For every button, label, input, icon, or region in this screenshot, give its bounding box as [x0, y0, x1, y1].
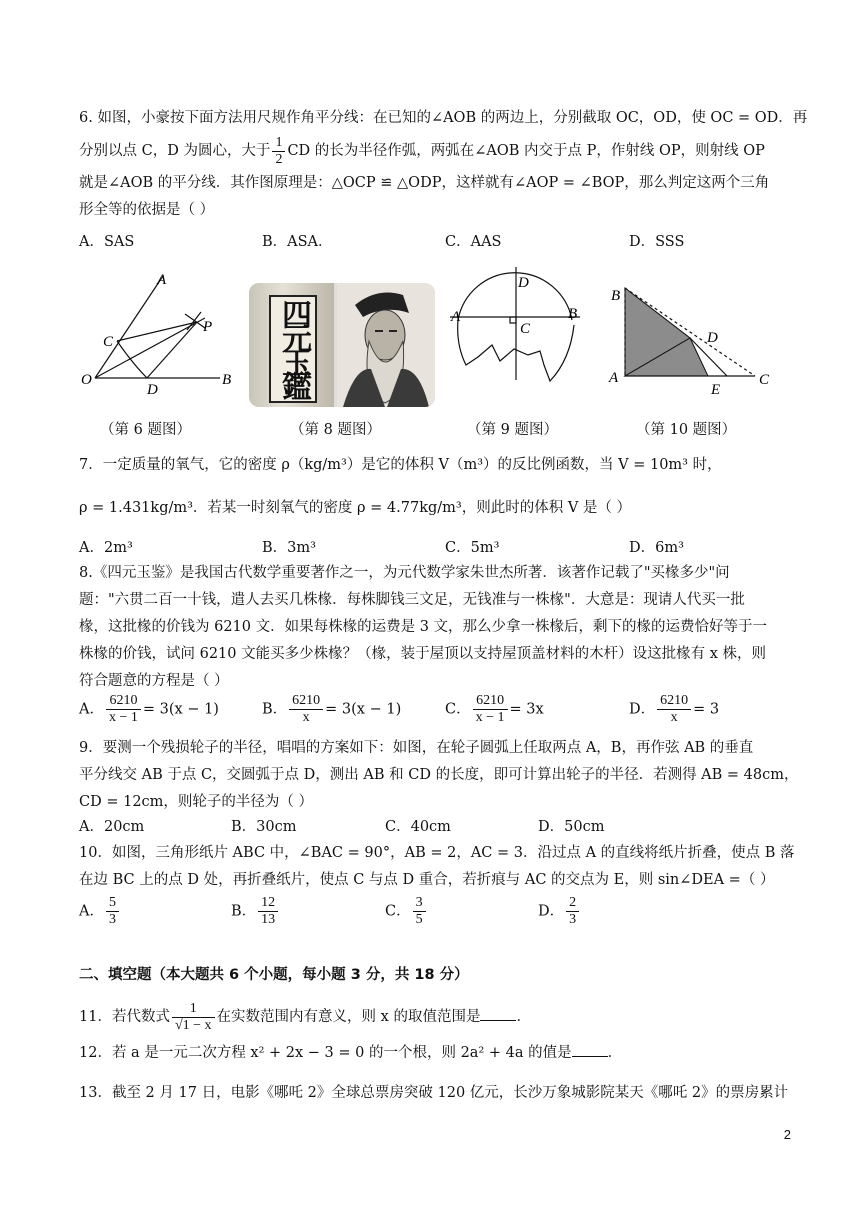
figure-6-angle-bisector: [75, 268, 240, 398]
fig6-label-b: B: [222, 372, 232, 388]
q9-line-2: 平分线交 AB 于点 C，交圆弧于点 D，测出 AB 和 CD 的长度，即可计算出轮子的半径．若测得 AB = 48cm，: [79, 767, 799, 783]
caption-fig-10: （第 10 题图）: [636, 422, 737, 438]
q8-line-5: 符合题意的方程是（ ）: [79, 673, 229, 689]
q7-options: [79, 536, 794, 562]
q6-options: [79, 230, 794, 256]
q7-option-c: C．5m³: [445, 540, 500, 556]
book-cover: [249, 283, 334, 407]
fig10-label-b: B: [611, 288, 621, 304]
q9-line-1: 9．要测一个残损轮子的半径，唱唱的方案如下：如图，在轮子圆弧上任取两点 A，B，再作弦 AB 的垂直: [79, 740, 754, 756]
q9-line-3: CD = 12cm，则轮子的半径为（ ）: [79, 794, 314, 810]
fig9-label-d: D: [518, 275, 529, 291]
q10-options: [79, 895, 794, 935]
figure-8-book-and-portrait: [249, 283, 435, 407]
q7-line-2: ρ = 1.431kg/m³．若某一时刻氧气的密度 ρ = 4.77kg/m³，则此时的体积 V 是（ ）: [79, 500, 632, 516]
caption-fig-8: （第 8 题图）: [290, 422, 381, 438]
q13-line-1: 13．截至 2 月 17 日，电影《哪吒 2》全球总票房突破 120 亿元，长沙万象城影院某天《哪吒 2》的票房累计: [79, 1085, 789, 1101]
fig9-label-c: C: [520, 321, 531, 337]
question-13: [79, 1080, 794, 1107]
q6-option-a: A．SAS: [79, 234, 135, 250]
q9-option-b: B．30cm: [231, 819, 297, 835]
q6-line-2a: 分别以点 C，D 为圆心，大于: [79, 143, 271, 159]
q8-line-4: 株椽的价钱，试问 6210 文能买多少株椽？（椽，装于屋顶以支持屋顶盖材料的木杆）设这批椽有 x 株，则: [79, 646, 767, 662]
q6-option-d: D．SSS: [629, 234, 685, 250]
fig6-label-a: A: [157, 272, 167, 288]
q6-line-3: 就是∠AOB 的平分线．其作图原理是：△OCP ≌ △ODP，这样就有∠AOP = ∠BOP，那么判定这两个三角: [79, 175, 770, 191]
q8-line-1: 8.《四元玉鉴》是我国古代数学重要著作之一，为元代数学家朱世杰所著．该著作记载了"买椽多少"问: [79, 565, 730, 581]
question-8: [79, 560, 794, 695]
q8-option-c: C． $\frac{6210}{x - 1}$ = 3x: [445, 693, 544, 725]
q7-option-d: D．6m³: [629, 540, 684, 556]
q9-option-a: A．20cm: [79, 819, 145, 835]
figure-9-broken-wheel: [448, 265, 583, 385]
fig10-label-a: A: [609, 370, 619, 386]
q11-text-b: 在实数范围内有意义，则 x 的取值范围是: [216, 1009, 481, 1025]
q8-option-d: D． $\frac{6210}{x}$ = 3: [629, 693, 720, 725]
q9-option-c: C．40cm: [385, 819, 451, 835]
q6-line-4: 形全等的依据是（ ）: [79, 202, 215, 218]
fig6-label-o: O: [81, 372, 92, 388]
fig10-label-e: E: [711, 382, 721, 396]
q6-line-2b: CD 的长为半径作弧，两弧在∠AOB 内交于点 P，作射线 OP，则射线 OP: [287, 143, 765, 159]
question-12: 12．若 a 是一元二次方程 x² + 2x − 3 = 0 的一个根，则 2a² + 4a 的值是 ．: [79, 1040, 794, 1067]
fig6-label-d: D: [147, 382, 158, 398]
q6-fraction: $\frac{1}{2}$: [272, 135, 285, 168]
q10-option-d: D． $\frac{2}{3}$: [538, 895, 581, 928]
question-6: [79, 105, 808, 224]
q8-options: [79, 693, 794, 733]
caption-fig-6: （第 6 题图）: [100, 422, 191, 438]
q7-line-1: 7．一定质量的氧气，它的密度 ρ（kg/m³）是它的体积 V（m³）的反比例函数，当 V = 10m³ 时，: [79, 457, 722, 473]
q6-line-2: [79, 132, 794, 170]
book-title-frame: [269, 295, 317, 403]
q10-line-2: 在边 BC 上的点 D 处，再折叠纸片，使点 C 与点 D 重合，若折痕与 AC 的交点为 E，则 sin∠DEA =（ ）: [79, 872, 775, 888]
q9-options: [79, 815, 794, 841]
question-7: [79, 452, 794, 522]
q11-fraction: $\frac{1}{√1 - x}$: [172, 1001, 215, 1034]
q7-option-b: B．3m³: [262, 540, 316, 556]
q8-option-b: B． $\frac{6210}{x}$ = 3(x − 1): [262, 693, 402, 725]
q11-text-a: 11．若代数式: [79, 1009, 170, 1025]
fig10-label-d: D: [707, 330, 718, 346]
section-2-heading: 二、填空题（本大题共 6 个小题，每小题 3 分，共 18 分）: [79, 967, 469, 983]
portrait-drawing: [337, 283, 435, 407]
q11-answer-blank[interactable]: [480, 1006, 516, 1021]
q12-answer-blank[interactable]: [572, 1042, 608, 1057]
fig6-label-p: P: [203, 319, 213, 335]
q12-text: 12．若 a 是一元二次方程 x² + 2x − 3 = 0 的一个根，则 2a² + 4a 的值是: [79, 1045, 572, 1061]
fig10-label-c: C: [759, 372, 770, 388]
q9-option-d: D．50cm: [538, 819, 605, 835]
fig6-label-c: C: [103, 334, 114, 350]
question-10: [79, 840, 794, 894]
q8-line-2: 题："六贯二百一十钱，遣人去买几株椽．每株脚钱三文足，无钱准与一株椽"．大意是：现请人代买一批: [79, 592, 745, 608]
q6-line-1: 6. 如图，小豪按下面方法用尺规作角平分线：在已知的∠AOB 的两边上，分别截取 OC，OD，使 OC = OD．再: [79, 110, 808, 126]
figure-10-folded-triangle: [605, 278, 775, 396]
q8-line-3: 椽，这批椽的价钱为 6210 文．如果每株椽的运费是 3 文，那么少拿一株椽后，剩下的椽的运费恰好等于一: [79, 619, 768, 635]
q6-option-c: C．AAS: [445, 234, 502, 250]
q10-option-c: C． $\frac{3}{5}$: [385, 895, 428, 928]
portrait: [337, 283, 435, 407]
question-9: [79, 735, 799, 816]
caption-fig-9: （第 9 题图）: [467, 422, 558, 438]
q10-option-a: A． $\frac{5}{3}$: [79, 895, 121, 928]
q8-option-a: A． $\frac{6210}{x - 1}$ = 3(x − 1): [79, 693, 219, 725]
fig9-label-b: B: [568, 306, 578, 322]
book-title: 四元玉鑑: [276, 299, 311, 395]
q10-line-1: 10．如图，三角形纸片 ABC 中，∠BAC = 90°，AB = 2，AC = 3．沿过点 A 的直线将纸片折叠，使点 B 落: [79, 845, 795, 861]
page-number: 2: [783, 1127, 791, 1142]
question-11: 11．若代数式 $\frac{1}{√1 - x}$ 在实数范围内有意义，则 x 的取值范围是 ．: [79, 1000, 531, 1033]
q7-option-a: A．2m³: [79, 540, 133, 556]
q10-option-b: B． $\frac{12}{13}$: [231, 895, 280, 928]
q6-option-b: B．ASA．: [262, 234, 333, 250]
fig9-label-a: A: [451, 309, 461, 325]
